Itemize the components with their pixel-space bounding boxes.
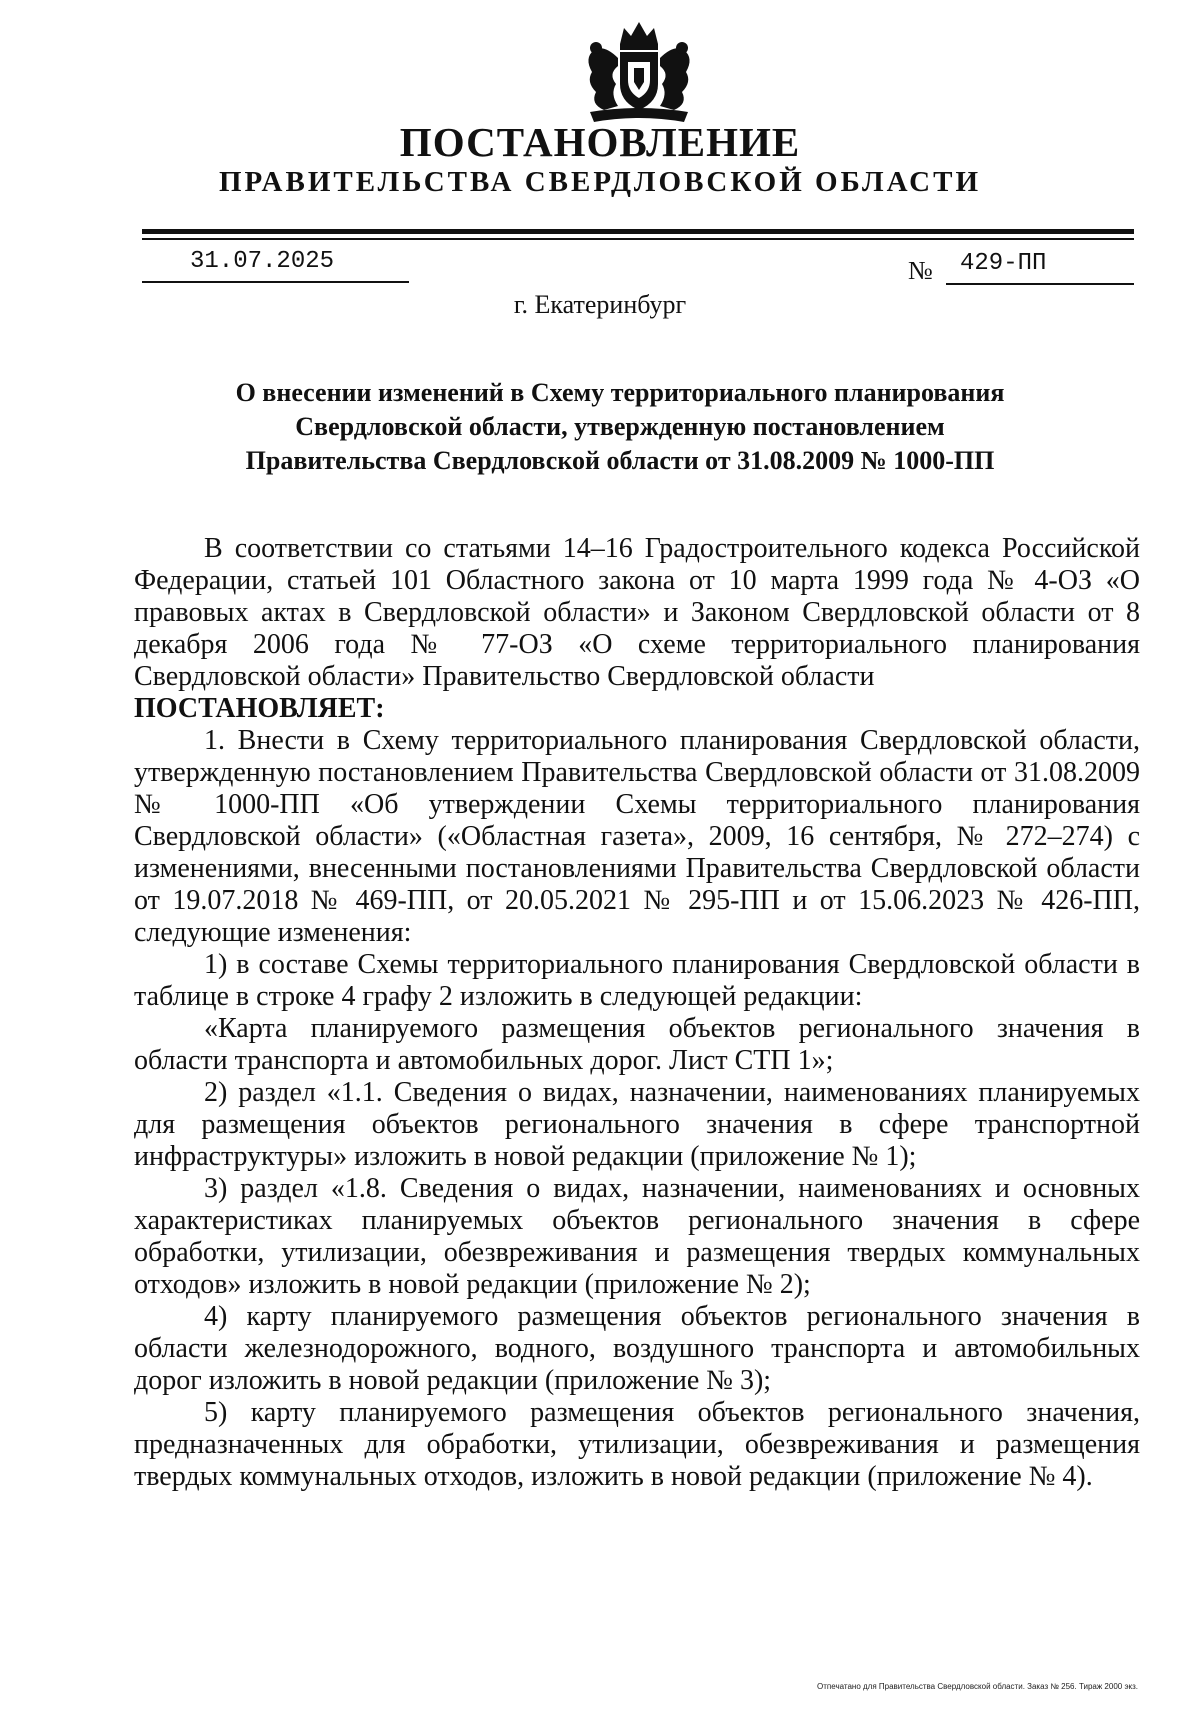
body-paragraph: 5) карту планируемого размещения объектов регионального значения, предназначенных для обработки, утилизации, обезвреживания и размещения твердых коммунальных отходов, изложить в новой редакции (приложение № 4).	[134, 1397, 1140, 1492]
print-imprint: Отпечатано для Правительства Свердловской области. Заказ № 256. Тираж 2000 экз.	[817, 1682, 1138, 1691]
body-paragraph: «Карта планируемого размещения объектов регионального значения в области транспорта и автомобильных дорог. Лист СТП 1»;	[134, 1013, 1140, 1076]
document-title: ПОСТАНОВЛЕНИЕ	[399, 119, 801, 165]
document-city: г. Екатеринбург	[513, 290, 687, 319]
document-subtitle: ПРАВИТЕЛЬСТВА СВЕРДЛОВСКОЙ ОБЛАСТИ	[218, 166, 982, 198]
document-date: 31.07.2025	[190, 248, 335, 275]
date-underline	[142, 281, 409, 283]
document-body	[134, 533, 1140, 1493]
decree-heading: ПОСТАНОВЛЯЕТ:	[134, 693, 385, 724]
coat-of-arms-icon	[570, 14, 708, 128]
document-subject	[200, 376, 1040, 478]
document-number: 429-ПП	[960, 250, 1047, 277]
body-paragraph: 2) раздел «1.1. Сведения о видах, назначении, наименованиях планируемых для размещения объектов регионального значения в сфере транспортной инфраструктуры» изложить в новой редакции (приложение № 1);	[134, 1077, 1140, 1172]
body-paragraph: 1. Внести в Схему территориального планирования Свердловской области, утвержденную постановлением Правительства Свердловской области от 31.08.2009 № 1000-ПП «Об утверждении Схемы территориального планирования Свердловской области» («Областная газета», 2009, 16 сентября, № 272–274) с изменениями, внесенными постановлениями Правительства Свердловской области от 19.07.2018 № 469-ПП, от 20.05.2021 № 295-ПП и от 15.06.2023 № 426-ПП, следующие изменения:	[134, 725, 1140, 948]
body-paragraph: 3) раздел «1.8. Сведения о видах, назначении, наименованиях и основных характеристиках планируемых объектов регионального значения в сфере обработки, утилизации, обезвреживания и размещения твердых коммунальных отходов» изложить в новой редакции (приложение № 2);	[134, 1173, 1140, 1300]
number-underline	[946, 283, 1134, 285]
preamble-paragraph: В соответствии со статьями 14–16 Градостроительного кодекса Российской Федерации, статьей 101 Областного закона от 10 марта 1999 года № 4-ОЗ «О правовых актах в Свердловской области» и Законом Свердловской области от 8 декабря 2006 года № 77-ОЗ «О схеме территориального планирования Свердловской области» Правительство Свердловской области	[134, 533, 1140, 692]
subject-line: Правительства Свердловской области от 31.08.2009 № 1000-ПП	[245, 446, 995, 475]
body-paragraph: 4) карту планируемого размещения объектов регионального значения в области железнодорожного, водного, воздушного транспорта и автомобильных дорог изложить в новой редакции (приложение № 3);	[134, 1301, 1140, 1396]
subject-line: Свердловской области, утвержденную постановлением	[295, 412, 945, 441]
subject-line: О внесении изменений в Схему территориального планирования	[235, 378, 1005, 407]
body-paragraph: 1) в составе Схемы территориального планирования Свердловской области в таблице в строке 4 графу 2 изложить в следующей редакции:	[134, 949, 1140, 1012]
header-divider-thin	[142, 238, 1134, 240]
number-sign: №	[908, 256, 933, 285]
header-divider-thick	[142, 229, 1134, 234]
